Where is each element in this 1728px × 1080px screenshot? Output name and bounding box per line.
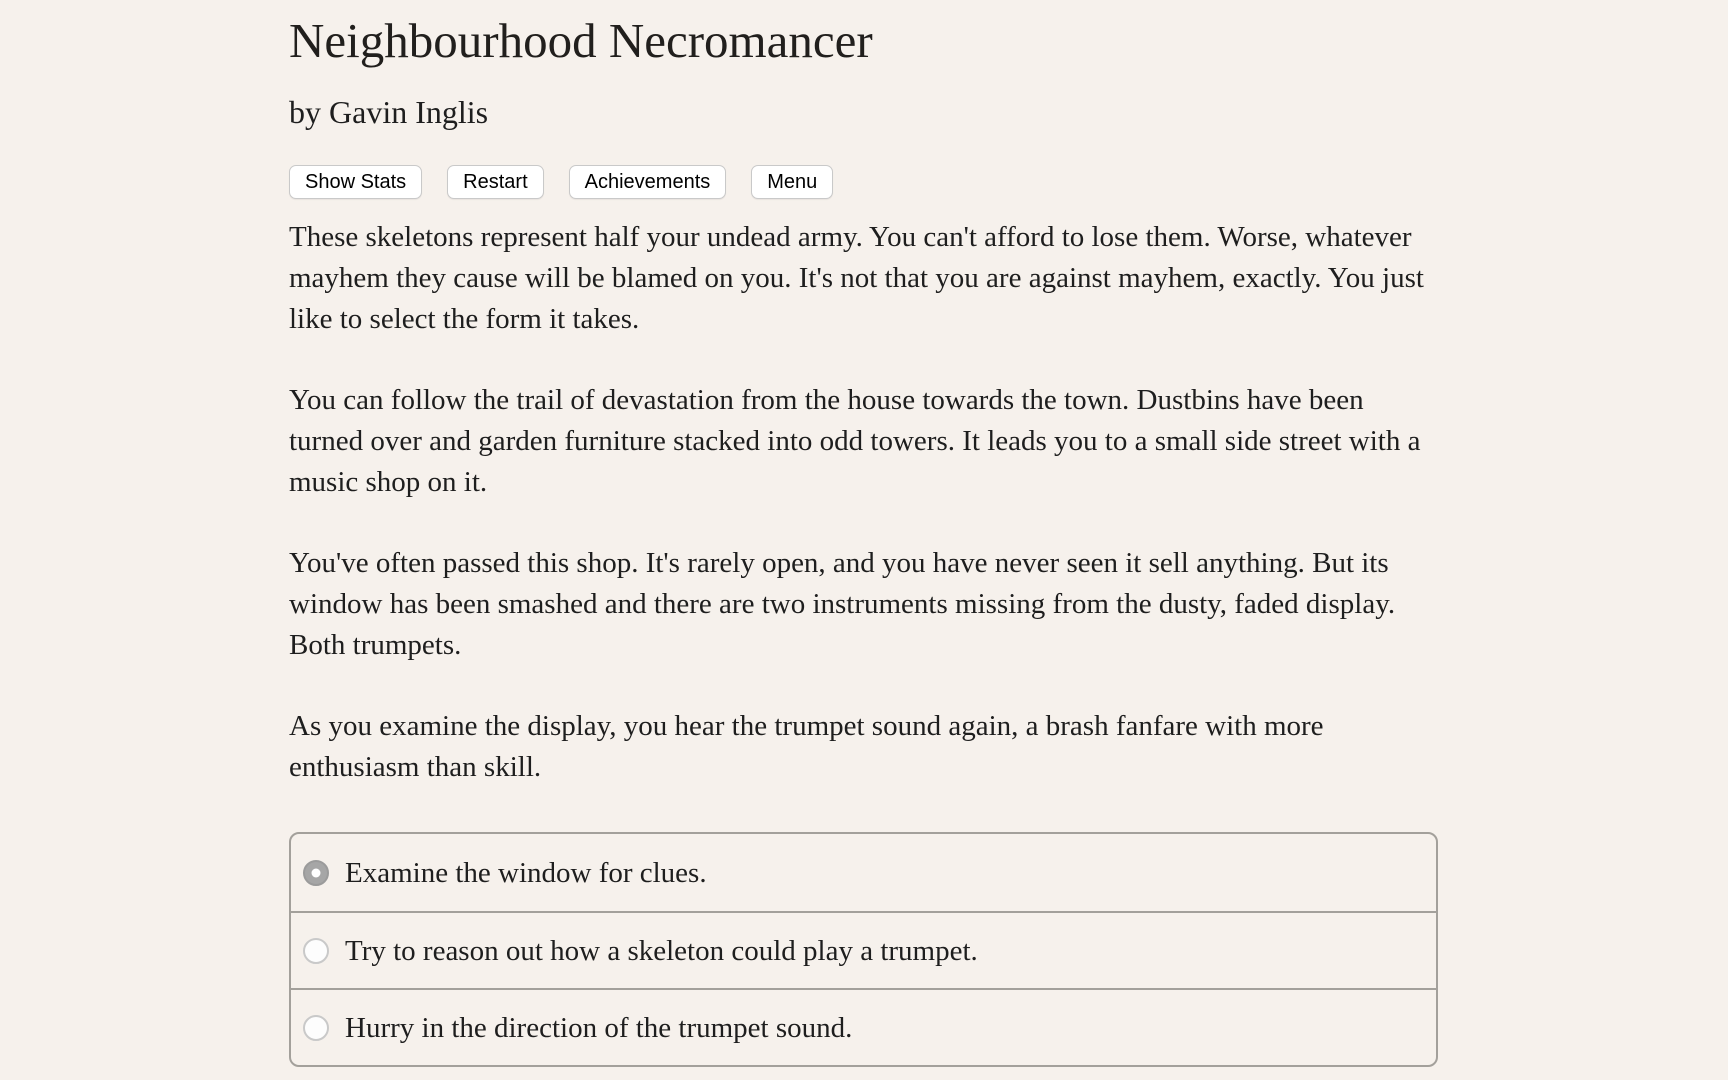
story-paragraph: You've often passed this shop. It's rarely open, and you have never seen it sell anything. But its window has been smashed and there are two instruments missing from the dusty, faded display. Both trumpets. — [289, 547, 1396, 662]
radio-button-icon[interactable] — [303, 938, 329, 964]
byline: by Gavin Inglis — [289, 93, 489, 130]
choice-list — [289, 832, 1438, 1067]
choice-option-examine-window[interactable] — [291, 834, 1436, 911]
radio-button-icon[interactable] — [303, 860, 329, 886]
story-paragraph: These skeletons represent half your undead army. You can't afford to lose them. Worse, whatever mayhem they cause will be blamed on you. It's not that you are against mayhem, exactly. You just like to select the form it takes. — [289, 221, 1424, 336]
toolbar — [289, 165, 1438, 199]
game-page — [289, 0, 1438, 1067]
menu-button[interactable]: Menu — [751, 165, 833, 199]
radio-button-icon[interactable] — [303, 1015, 329, 1041]
achievements-button[interactable]: Achievements — [569, 165, 727, 199]
story-text — [289, 217, 1438, 788]
story-paragraph: As you examine the display, you hear the trumpet sound again, a brash fanfare with more enthusiasm than skill. — [289, 710, 1324, 784]
show-stats-button[interactable]: Show Stats — [289, 165, 422, 199]
choice-option-label: Try to reason out how a skeleton could play a trumpet. — [345, 934, 978, 967]
restart-button[interactable]: Restart — [447, 165, 543, 199]
story-paragraph: You can follow the trail of devastation from the house towards the town. Dustbins have been turned over and garden furniture stacked into odd towers. It leads you to a small side street with a music shop on it. — [289, 384, 1421, 499]
choice-option-label: Examine the window for clues. — [345, 856, 707, 889]
choice-option-label: Hurry in the direction of the trumpet sound. — [345, 1011, 853, 1044]
choice-option-reason-skeleton[interactable] — [291, 911, 1436, 988]
choice-option-hurry-trumpet[interactable] — [291, 988, 1436, 1065]
page-title: Neighbourhood Necromancer — [289, 13, 873, 68]
